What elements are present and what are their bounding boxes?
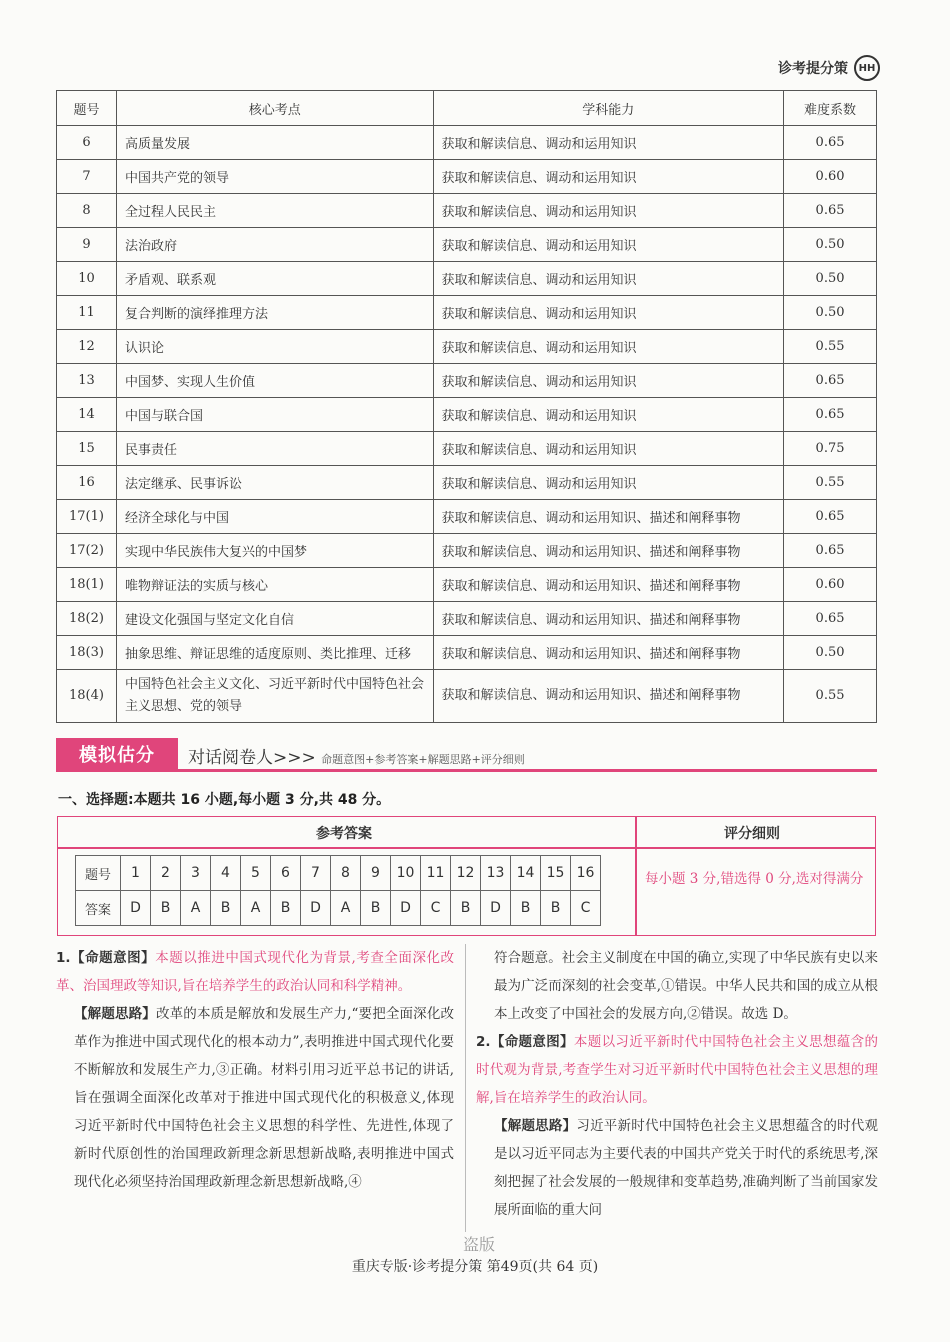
answer-number: 12	[451, 856, 481, 891]
cell-ability: 获取和解读信息、调动和运用知识	[433, 466, 784, 500]
explanation-left-column	[56, 944, 454, 1196]
cell-topic: 民事责任	[116, 432, 433, 466]
cell-difficulty: 0.65	[784, 194, 877, 228]
answer-letter: A	[181, 891, 211, 926]
q1-number: 1.	[56, 950, 71, 966]
answer-number-label: 题号	[76, 856, 121, 891]
cell-difficulty: 0.75	[784, 432, 877, 466]
q1-intent-paragraph	[56, 944, 454, 1000]
brand-name: 诊考提分策	[778, 61, 848, 77]
answer-number: 4	[211, 856, 241, 891]
table-row	[57, 670, 877, 723]
cell-topic: 唯物辩证法的实质与核心	[116, 568, 433, 602]
cell-ability: 获取和解读信息、调动和运用知识、描述和阐释事物	[433, 602, 784, 636]
cell-difficulty: 0.50	[784, 262, 877, 296]
cell-ability: 获取和解读信息、调动和运用知识	[433, 262, 784, 296]
answer-letter: B	[271, 891, 301, 926]
section-title	[188, 743, 525, 768]
answer-number: 7	[301, 856, 331, 891]
cell-ability: 获取和解读信息、调动和运用知识	[433, 432, 784, 466]
cell-number: 15	[57, 432, 117, 466]
cell-topic: 经济全球化与中国	[116, 500, 433, 534]
answer-number: 8	[331, 856, 361, 891]
answer-letter: B	[451, 891, 481, 926]
q2-intent-paragraph	[476, 1028, 878, 1112]
q1-continued-paragraph: 符合题意。社会主义制度在中国的确立,实现了中华民族有史以来最为广泛而深刻的社会变革,①错误。中华人民共和国的成立从根本上改变了中国社会的发展方向,②错误。故选 D。	[494, 950, 878, 1022]
cell-topic: 法定继承、民事诉讼	[116, 466, 433, 500]
cell-difficulty: 0.55	[784, 670, 877, 723]
answer-letter: C	[571, 891, 601, 926]
cell-topic: 中国共产党的领导	[116, 160, 433, 194]
cell-difficulty: 0.60	[784, 568, 877, 602]
section-tag: 模拟估分	[56, 738, 178, 770]
answer-letter-row	[76, 891, 601, 926]
cell-number: 16	[57, 466, 117, 500]
cell-difficulty: 0.50	[784, 228, 877, 262]
cell-ability: 获取和解读信息、调动和运用知识	[433, 126, 784, 160]
table-row	[57, 432, 877, 466]
cell-ability: 获取和解读信息、调动和运用知识	[433, 364, 784, 398]
answer-number: 11	[421, 856, 451, 891]
column-divider	[465, 944, 466, 1232]
cell-difficulty: 0.50	[784, 296, 877, 330]
q2-intent-text: 本题以习近平新时代中国特色社会主义思想蕴含的时代观为背景,考查学生对习近平新时代中国特色社会主义思想的理解,旨在培养学生的政治认同。	[476, 1034, 879, 1106]
cell-difficulty: 0.65	[784, 398, 877, 432]
cell-topic: 认识论	[116, 330, 433, 364]
table-body	[57, 126, 877, 723]
answer-letter: D	[391, 891, 421, 926]
cell-ability: 获取和解读信息、调动和运用知识、描述和阐释事物	[433, 670, 784, 723]
cell-number: 11	[57, 296, 117, 330]
score-title: 评分细则	[724, 826, 780, 842]
col-header-number: 题号	[57, 91, 117, 126]
score-rule: 每小题 3 分,错选得 0 分,选对得满分	[645, 871, 864, 887]
answer-letter: D	[481, 891, 511, 926]
answer-letter: B	[211, 891, 241, 926]
cell-topic: 抽象思维、辩证思维的适度原则、类比推理、迁移	[116, 636, 433, 670]
cell-ability: 获取和解读信息、调动和运用知识	[433, 160, 784, 194]
page-footer: 重庆专版·诊考提分策 第49页(共 64 页)	[351, 1259, 599, 1275]
answer-title: 参考答案	[316, 826, 372, 842]
answer-letter: B	[541, 891, 571, 926]
exam-analysis-table	[56, 90, 877, 723]
cell-topic: 高质量发展	[116, 126, 433, 160]
explanation-right-column	[476, 944, 878, 1224]
answer-number: 2	[151, 856, 181, 891]
answer-number: 3	[181, 856, 211, 891]
answer-box-vdivider	[635, 817, 637, 935]
answer-number: 1	[121, 856, 151, 891]
cell-difficulty: 0.65	[784, 364, 877, 398]
table-row	[57, 636, 877, 670]
cell-number: 14	[57, 398, 117, 432]
cell-number: 18(3)	[57, 636, 117, 670]
section-title-text: 对话阅卷人>>>	[188, 748, 316, 768]
table-row	[57, 194, 877, 228]
table-row	[57, 228, 877, 262]
answer-number: 10	[391, 856, 421, 891]
cell-number: 17(2)	[57, 534, 117, 568]
cell-difficulty: 0.65	[784, 500, 877, 534]
cell-number: 12	[57, 330, 117, 364]
cell-topic: 复合判断的演绎推理方法	[116, 296, 433, 330]
q2-idea-text: 习近平新时代中国特色社会主义思想蕴含的时代观是以习近平同志为主要代表的中国共产党关于时代的系统思考,深刻把握了社会发展的一般规律和变革趋势,准确判断了当前国家发展所面临的重大问	[494, 1118, 879, 1218]
table-row	[57, 160, 877, 194]
cell-number: 18(2)	[57, 602, 117, 636]
table-row	[57, 296, 877, 330]
cell-ability: 获取和解读信息、调动和运用知识	[433, 228, 784, 262]
q2-idea-paragraph	[476, 1112, 878, 1224]
q2-number: 2.	[476, 1034, 491, 1050]
table-row	[57, 466, 877, 500]
answer-letter: B	[361, 891, 391, 926]
cell-topic: 中国梦、实现人生价值	[116, 364, 433, 398]
cell-ability: 获取和解读信息、调动和运用知识	[433, 194, 784, 228]
table-header-row	[57, 91, 877, 126]
q1-idea-text: 改革的本质是解放和发展生产力,“要把全面深化改革作为推进中国式现代化的根本动力”,表明推进中国式现代化要不断解放和发展生产力,③正确。材料引用习近平总书记的讲话,旨在强调全面深化改革对于推进中国式现代化的积极意义,体现习近平新时代中国特色社会主义思想的科学性、先进性,体现了新时代原创性的治国理政新理念新思想新战略,表明推进中国式现代化必须坚持治国理政新理念新思想新战略,④	[74, 1006, 455, 1190]
table-row	[57, 568, 877, 602]
cell-topic: 矛盾观、联系观	[116, 262, 433, 296]
answer-letter: C	[421, 891, 451, 926]
cell-number: 18(1)	[57, 568, 117, 602]
cell-number: 7	[57, 160, 117, 194]
table-row	[57, 262, 877, 296]
answer-letter: A	[241, 891, 271, 926]
cell-ability: 获取和解读信息、调动和运用知识、描述和阐释事物	[433, 636, 784, 670]
cell-difficulty: 0.55	[784, 330, 877, 364]
answer-number: 5	[241, 856, 271, 891]
table-row	[57, 364, 877, 398]
q1-idea-tag: 【解题思路】	[74, 1006, 156, 1022]
cell-topic: 中国与联合国	[116, 398, 433, 432]
cell-number: 8	[57, 194, 117, 228]
answer-grid	[75, 855, 601, 926]
answer-letter: D	[301, 891, 331, 926]
cell-ability: 获取和解读信息、调动和运用知识	[433, 330, 784, 364]
answer-letter: D	[121, 891, 151, 926]
col-header-difficulty: 难度系数	[784, 91, 877, 126]
answer-number: 9	[361, 856, 391, 891]
brand-header	[778, 55, 880, 81]
col-header-topic: 核心考点	[116, 91, 433, 126]
table-row	[57, 602, 877, 636]
col-header-ability: 学科能力	[433, 91, 784, 126]
cell-difficulty: 0.60	[784, 160, 877, 194]
cell-ability: 获取和解读信息、调动和运用知识、描述和阐释事物	[433, 500, 784, 534]
cell-topic: 建设文化强国与坚定文化自信	[116, 602, 433, 636]
section-divider	[56, 769, 877, 772]
cell-number: 17(1)	[57, 500, 117, 534]
cell-ability: 获取和解读信息、调动和运用知识、描述和阐释事物	[433, 568, 784, 602]
cell-difficulty: 0.65	[784, 126, 877, 160]
answer-letter: A	[331, 891, 361, 926]
cell-ability: 获取和解读信息、调动和运用知识	[433, 296, 784, 330]
answer-number-row	[76, 856, 601, 891]
table-row	[57, 398, 877, 432]
cell-topic: 实现中华民族伟大复兴的中国梦	[116, 534, 433, 568]
cell-difficulty: 0.65	[784, 602, 877, 636]
cell-difficulty: 0.65	[784, 534, 877, 568]
q2-intent-tag: 【命题意图】	[490, 1034, 574, 1050]
q2-idea-tag: 【解题思路】	[494, 1118, 577, 1134]
q1-idea-paragraph	[56, 1000, 454, 1196]
brand-logo-icon: HH	[854, 55, 880, 81]
answer-number: 6	[271, 856, 301, 891]
cell-difficulty: 0.50	[784, 636, 877, 670]
cell-number: 18(4)	[57, 670, 117, 723]
q1-intent-tag: 【命题意图】	[70, 950, 156, 966]
cell-difficulty: 0.55	[784, 466, 877, 500]
cell-topic: 中国特色社会主义文化、习近平新时代中国特色社会主义思想、党的领导	[116, 670, 433, 723]
section-subtitle: 命题意图+参考答案+解题思路+评分细则	[321, 753, 525, 766]
answer-letter-label: 答案	[76, 891, 121, 926]
watermark: 盗版	[463, 1235, 496, 1254]
cell-ability: 获取和解读信息、调动和运用知识	[433, 398, 784, 432]
answer-box-divider	[58, 847, 875, 849]
answer-number: 14	[511, 856, 541, 891]
answer-number: 13	[481, 856, 511, 891]
table-row	[57, 534, 877, 568]
table-row	[57, 330, 877, 364]
answer-number: 15	[541, 856, 571, 891]
answer-number: 16	[571, 856, 601, 891]
cell-number: 9	[57, 228, 117, 262]
answer-letter: B	[511, 891, 541, 926]
answer-box	[57, 816, 876, 936]
answer-letter: B	[151, 891, 181, 926]
question-header: 一、选择题:本题共 16 小题,每小题 3 分,共 48 分。	[58, 792, 391, 808]
table-row	[57, 500, 877, 534]
cell-number: 10	[57, 262, 117, 296]
cell-number: 6	[57, 126, 117, 160]
section-banner	[56, 738, 877, 772]
cell-topic: 全过程人民民主	[116, 194, 433, 228]
cell-ability: 获取和解读信息、调动和运用知识、描述和阐释事物	[433, 534, 784, 568]
cell-number: 13	[57, 364, 117, 398]
table-row	[57, 126, 877, 160]
q1-intent-text: 本题以推进中国式现代化为背景,考查全面深化改革、治国理政等知识,旨在培养学生的政治认同和科学精神。	[56, 950, 454, 994]
cell-topic: 法治政府	[116, 228, 433, 262]
